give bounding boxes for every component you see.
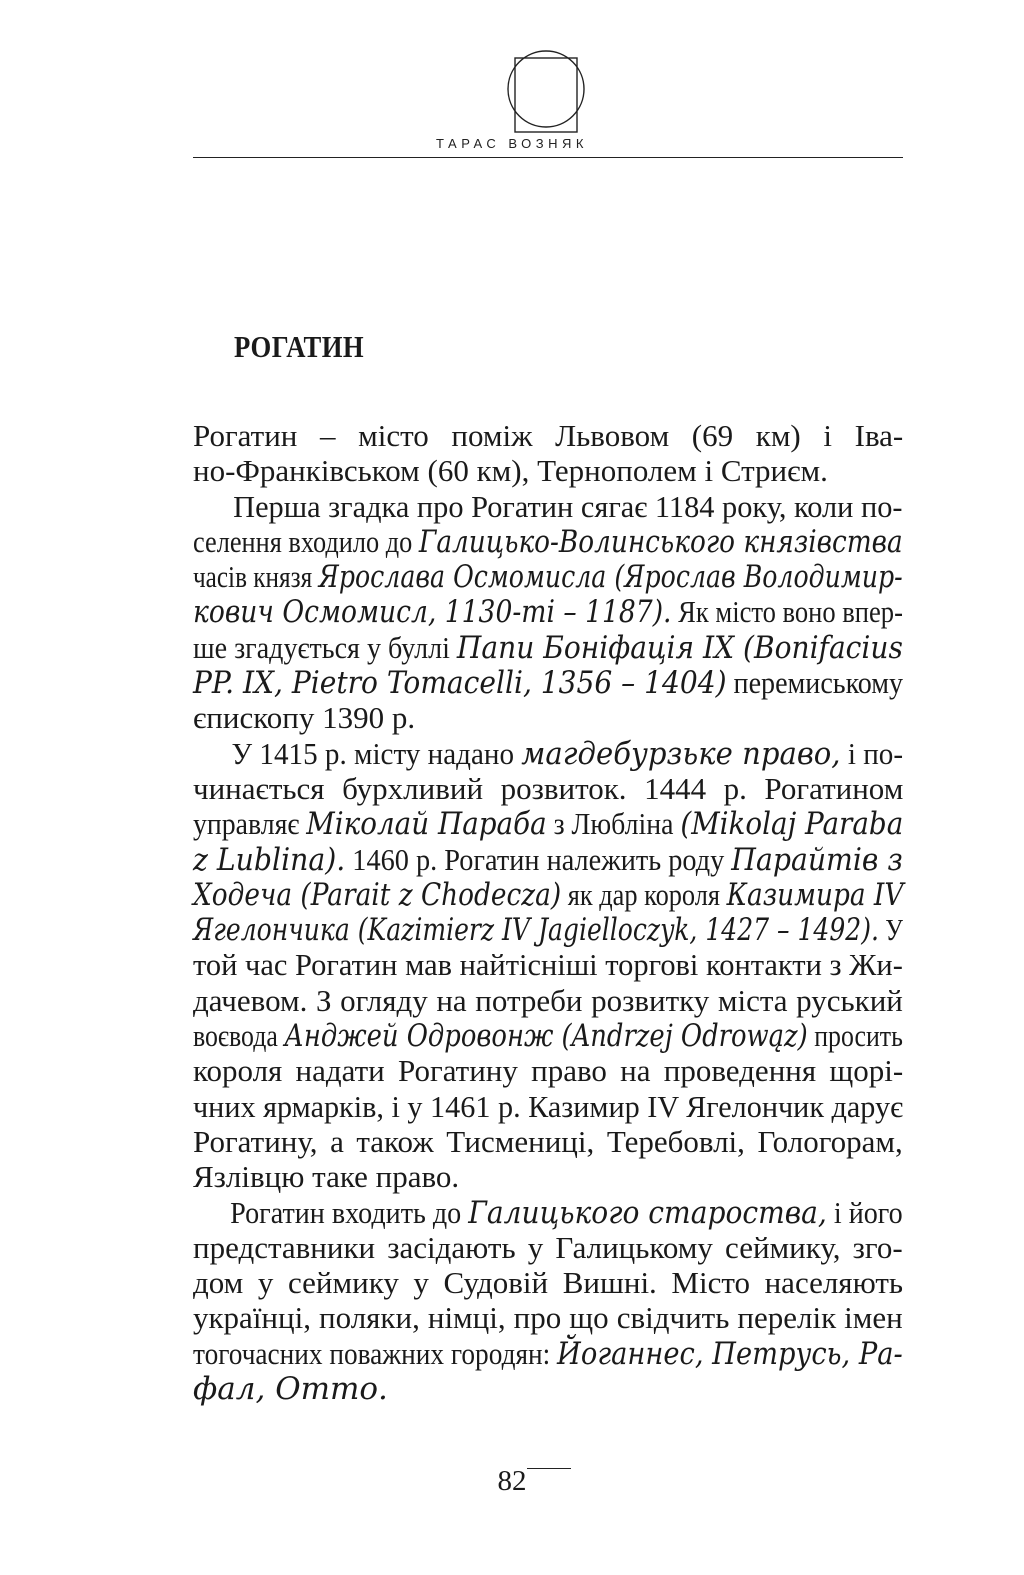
text-run: чних ярмарків, і у 1461 р. Казимир IV Ягелончик дарує <box>193 1088 904 1124</box>
text-line <box>193 453 903 488</box>
italic-text-run: (Mikolaj Paraba <box>680 806 904 843</box>
italic-text-run: Галицького староства, <box>468 1194 827 1231</box>
italic-text-run: Ягелончика (Kazimierz IV Jagielloczyk, 1427 – 1492). <box>193 912 879 949</box>
text-run: єпископу 1390 р. <box>193 700 416 736</box>
italic-text-run: Анджей Одровонж (Andrzej Odrowąz) <box>284 1018 808 1055</box>
text-line <box>193 1336 903 1371</box>
text-run: часів князя <box>193 559 319 595</box>
circle-square-emblem-icon <box>505 42 587 136</box>
text-line <box>193 1300 903 1335</box>
text-run: управляє <box>193 806 307 842</box>
text-run: Рогатину, а також Тисмениці, Теребовлі, Гологорам, <box>193 1123 903 1159</box>
text-line <box>193 1159 903 1194</box>
text-line <box>193 700 903 735</box>
text-line <box>193 630 903 665</box>
body-text <box>193 418 903 1406</box>
chapter-title: РОГАТИН <box>234 329 365 364</box>
italic-text-run: Галицько-Волинського князівства <box>418 523 903 560</box>
text-run: дом у сеймику у Судовій Вишні. Місто населяють <box>193 1265 904 1301</box>
text-run: просить <box>807 1018 903 1054</box>
italic-text-run: фал, Отто. <box>193 1371 388 1408</box>
text-run: Язлівцю таке право. <box>193 1159 460 1195</box>
text-line <box>193 1195 903 1230</box>
text-line <box>193 736 903 771</box>
text-line <box>193 489 903 524</box>
italic-text-run: Парайтів з <box>731 841 903 878</box>
text-run: ше згадується у буллі <box>193 629 457 665</box>
text-run: 1460 р. Рогатин належить роду <box>345 841 732 877</box>
page-number: 82 <box>497 1465 527 1497</box>
text-line <box>193 1230 903 1265</box>
text-line <box>193 947 903 982</box>
text-line <box>193 771 903 806</box>
header-rule <box>193 157 903 158</box>
text-run: Рогатин входить до <box>230 1194 469 1230</box>
italic-text-run: Йоганнес, Петрусь, Ра- <box>557 1335 903 1372</box>
text-run: воєвода <box>193 1018 285 1054</box>
text-run: Як місто воно впер- <box>671 594 903 630</box>
text-run: селення входило до <box>193 523 419 559</box>
text-run: У 1415 р. місту надано <box>231 735 522 771</box>
italic-text-run: Міколай Параба <box>306 806 547 843</box>
text-run: і по- <box>840 735 904 771</box>
text-line <box>193 877 903 912</box>
text-line <box>193 912 903 947</box>
text-run: короля надати Рогатину право на проведення щорі- <box>193 1053 904 1089</box>
text-line <box>193 1371 903 1406</box>
text-run: представники засідають у Галицькому сеймику, зго- <box>193 1229 903 1265</box>
text-line <box>193 1018 903 1053</box>
text-run: Рогатин – місто поміж Львовом (69 км) і Іва- <box>193 418 904 453</box>
text-run: У <box>878 912 903 948</box>
text-line <box>193 665 903 700</box>
text-line <box>193 983 903 1018</box>
text-run: перемиському <box>726 665 904 701</box>
text-line <box>193 559 903 594</box>
text-run: дачевом. З огляду на потреби розвитку міста руський <box>193 982 903 1018</box>
text-run: той час Рогатин мав найтісніші торгові контакти з Жи- <box>193 947 903 983</box>
text-line <box>193 842 903 877</box>
text-line <box>193 594 903 629</box>
text-line <box>193 1089 903 1124</box>
text-run: но-Франківськом (60 км), Тернополем і Стриєм. <box>193 453 828 489</box>
text-line <box>193 806 903 841</box>
text-line <box>193 1265 903 1300</box>
running-head-author: ТАРАС ВОЗНЯК <box>436 136 588 151</box>
italic-text-run: Папи Боніфація IX (Bonifacius <box>456 629 903 666</box>
italic-text-run: магдебурзьке право, <box>521 735 841 772</box>
text-run: і його <box>826 1194 903 1230</box>
text-run: Перша згадка про Рогатин сягає 1184 року, коли по- <box>233 488 903 524</box>
italic-text-run: кович Осмомисл, 1130-ті – 1187). <box>193 594 672 631</box>
italic-text-run: Ярослава Осмомисла (Ярослав Володимир- <box>318 559 903 596</box>
text-run: чинається бурхливий розвиток. 1444 р. Рогатином <box>193 770 904 806</box>
text-line <box>193 524 903 559</box>
text-run: українці, поляки, німці, про що свідчить перелік імен <box>193 1300 903 1336</box>
text-line <box>193 418 903 453</box>
italic-text-run: PP. IX, Pietro Tomacelli, 1356 – 1404) <box>193 665 727 702</box>
text-run: з Любліна <box>546 806 681 842</box>
italic-text-run: Казимира IV <box>726 876 904 913</box>
text-line <box>193 1124 903 1159</box>
text-line <box>193 1053 903 1088</box>
italic-text-run: z Lublina). <box>193 841 346 878</box>
italic-text-run: Ходеча (Parait z Chodecza) <box>193 876 562 913</box>
text-run: тогочасних поважних городян: <box>193 1335 558 1371</box>
text-run: як дар короля <box>561 876 727 912</box>
